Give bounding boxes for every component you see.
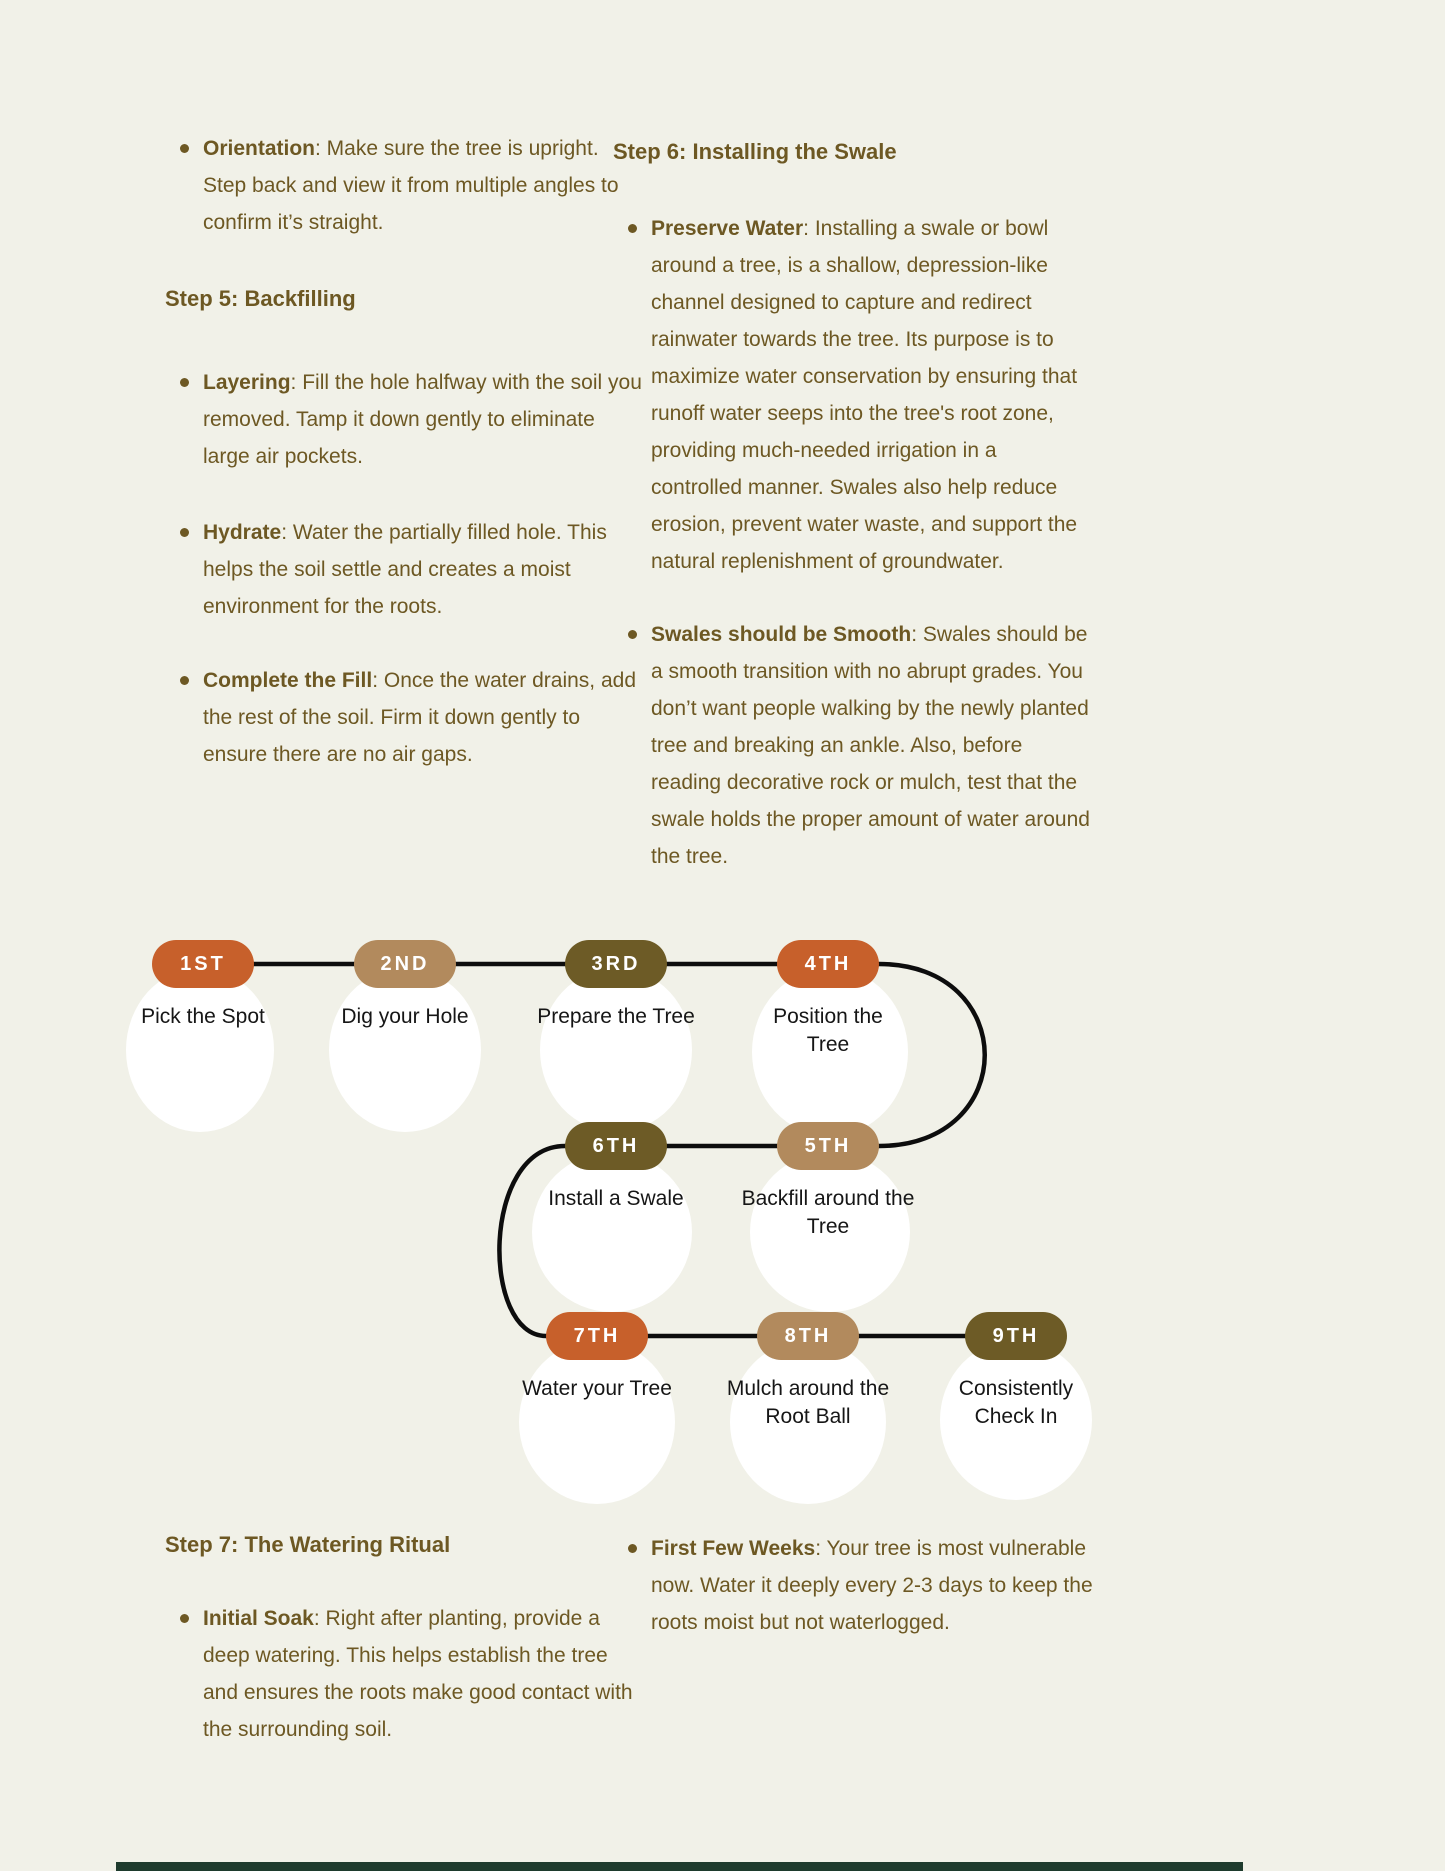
bullet-first-few-weeks <box>613 1530 1093 1641</box>
bullet-dot <box>180 1614 189 1623</box>
bullet-term: Orientation <box>203 137 316 160</box>
step-label-water-your-tree: Water your Tree <box>522 1377 672 1400</box>
bullet-layering <box>165 364 645 475</box>
bullet-term: Layering <box>203 371 291 394</box>
step-label-prepare-the-tree: Prepare the Tree <box>537 1005 695 1028</box>
bullet-complete-the-fill <box>165 662 645 773</box>
bullet-term: Initial Soak <box>203 1607 314 1630</box>
timeline-pill-8th: 8TH <box>757 1312 859 1360</box>
step-label-pick-the-spot: Pick the Spot <box>141 1005 265 1028</box>
bullet-dot <box>180 144 189 153</box>
step7-heading: Step 7: The Watering Ritual <box>165 1532 451 1557</box>
timeline-pill-1st: 1ST <box>152 940 254 988</box>
bullet-desc: : Right after planting, provide a deep watering. This helps establish the tree and ensures the roots make good contact with the surrounding soil. <box>203 1607 633 1741</box>
bullet-swales-smooth <box>613 616 1093 875</box>
step-label-mulch-root-ball: Mulch around the Root Ball <box>726 1377 890 1428</box>
timeline-pill-3rd: 3RD <box>565 940 667 988</box>
bullet-desc: : Water the partially filled hole. This helps the soil settle and creates a moist environment for the roots. <box>203 521 607 618</box>
step6-heading: Step 6: Installing the Swale <box>613 139 897 164</box>
bullet-dot <box>628 1544 637 1553</box>
bullet-dot <box>180 528 189 537</box>
bullet-dot <box>628 630 637 639</box>
bullet-desc: : Your tree is most vulnerable now. Water it deeply every 2-3 days to keep the roots moist but not waterlogged. <box>651 1537 1093 1634</box>
step5-heading: Step 5: Backfilling <box>165 286 356 311</box>
bullet-desc: : Make sure the tree is upright. Step back and view it from multiple angles to confirm it’s straight. <box>203 137 619 234</box>
step-label-dig-your-hole: Dig your Hole <box>341 1005 469 1028</box>
footer-accent-bar <box>116 1862 1243 1871</box>
timeline-pill-9th: 9TH <box>965 1312 1067 1360</box>
timeline-pill-6th: 6TH <box>565 1122 667 1170</box>
bullet-dot <box>628 224 637 233</box>
bullet-term: First Few Weeks <box>651 1537 816 1560</box>
timeline-pill-7th: 7TH <box>546 1312 648 1360</box>
bullet-hydrate <box>165 514 645 625</box>
bullet-dot <box>180 378 189 387</box>
bullet-dot <box>180 676 189 685</box>
timeline-pill-4th: 4TH <box>777 940 879 988</box>
bullet-preserve-water <box>613 210 1093 580</box>
bullet-term: Hydrate <box>203 521 282 544</box>
bullet-orientation <box>165 130 645 241</box>
timeline-pill-5th: 5TH <box>777 1122 879 1170</box>
bullet-term: Complete the Fill <box>203 669 373 692</box>
step-label-install-a-swale: Install a Swale <box>548 1187 684 1210</box>
timeline-pill-2nd: 2ND <box>354 940 456 988</box>
bullet-desc: : Swales should be a smooth transition with no abrupt grades. You don’t want people walking by the newly planted tree and breaking an ankle. Also, before reading decorative rock or mulch, test that the swale holds the proper amount of water around the tree. <box>651 623 1090 868</box>
bullet-desc: : Installing a swale or bowl around a tree, is a shallow, depression-like channel designed to capture and redirect rainwater towards the tree. Its purpose is to maximize water conservation by ensuring that runoff water seeps into the tree's root zone, providing much-needed irrigation in a controlled manner. Swales also help reduce erosion, prevent water waste, and support the natural replenishment of groundwater. <box>651 217 1078 573</box>
bullet-desc: : Once the water drains, add the rest of the soil. Firm it down gently to ensure there are no air gaps. <box>203 669 636 766</box>
step-label-check-in: Consistently Check In <box>958 1377 1074 1428</box>
step-label-position-the-tree: Position the Tree <box>773 1005 883 1056</box>
step-blob <box>329 968 481 1132</box>
step-blob <box>126 968 274 1132</box>
step-label-backfill-around: Backfill around the Tree <box>741 1187 915 1238</box>
step-blob <box>532 1152 692 1312</box>
bullet-desc: : Fill the hole halfway with the soil you removed. Tamp it down gently to eliminate large air pockets. <box>203 371 642 468</box>
step-blob <box>540 968 692 1132</box>
step-blob <box>519 1340 675 1504</box>
bullet-initial-soak <box>165 1600 645 1748</box>
bullet-term: Preserve Water <box>651 217 804 240</box>
timeline-diagram <box>0 900 1445 1540</box>
bullet-term: Swales should be Smooth <box>651 623 912 646</box>
